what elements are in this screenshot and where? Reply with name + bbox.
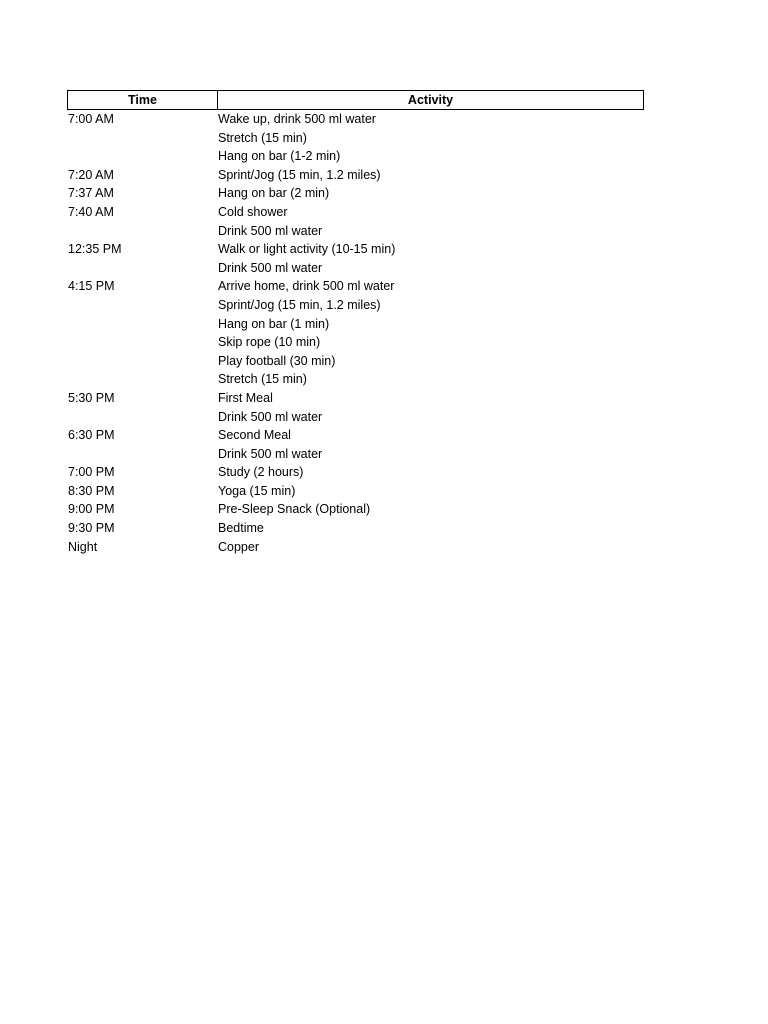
table-row	[67, 333, 644, 352]
time-cell: Night	[68, 539, 98, 554]
activity-cell: Hang on bar (1-2 min)	[218, 149, 341, 164]
activity-cell: Stretch (15 min)	[218, 372, 307, 387]
activity-cell: Drink 500 ml water	[218, 223, 323, 238]
table-row	[67, 315, 644, 334]
table-row	[67, 370, 644, 389]
table-row	[67, 222, 644, 241]
time-cell	[67, 222, 217, 241]
activity-cell: Wake up, drink 500 ml water	[218, 112, 376, 126]
table-row	[67, 538, 644, 557]
time-cell	[67, 333, 217, 352]
activity-cell: Cold shower	[218, 204, 288, 219]
table-row	[67, 110, 644, 129]
time-cell	[67, 296, 217, 315]
table-row	[67, 408, 644, 427]
schedule-table	[67, 90, 644, 556]
time-cell: 9:00 PM	[68, 502, 115, 517]
time-cell: 7:20 AM	[68, 167, 114, 182]
table-row	[67, 259, 644, 278]
time-cell	[67, 370, 217, 389]
column-header-activity: Activity	[407, 93, 454, 107]
time-cell: 7:40 AM	[68, 204, 114, 219]
activity-cell: Drink 500 ml water	[218, 446, 323, 461]
table-row	[67, 463, 644, 482]
activity-cell: Play football (30 min)	[218, 353, 336, 368]
table-body	[67, 110, 644, 556]
table-row	[67, 389, 644, 408]
activity-cell: Arrive home, drink 500 ml water	[218, 279, 395, 294]
activity-cell: Walk or light activity (10-15 min)	[218, 242, 396, 257]
activity-cell: Study (2 hours)	[218, 465, 304, 480]
activity-cell: Copper	[218, 539, 259, 554]
activity-cell: First Meal	[218, 390, 273, 405]
table-row	[67, 129, 644, 148]
time-cell	[67, 259, 217, 278]
activity-cell: Bedtime	[218, 521, 264, 536]
time-cell: 12:35 PM	[68, 242, 122, 257]
activity-cell: Drink 500 ml water	[218, 260, 323, 275]
activity-cell: Drink 500 ml water	[218, 409, 323, 424]
time-cell: 7:00 PM	[68, 465, 115, 480]
time-cell	[67, 445, 217, 464]
table-row	[67, 519, 644, 538]
time-cell	[67, 315, 217, 334]
activity-cell: Yoga (15 min)	[218, 483, 296, 498]
column-header-time: Time	[68, 91, 218, 109]
time-cell: 5:30 PM	[68, 390, 115, 405]
time-cell	[67, 129, 217, 148]
table-row	[67, 445, 644, 464]
activity-cell: Sprint/Jog (15 min, 1.2 miles)	[218, 297, 381, 312]
activity-cell: Skip rope (10 min)	[218, 335, 321, 350]
activity-cell: Hang on bar (2 min)	[218, 186, 330, 201]
activity-cell: Stretch (15 min)	[218, 130, 307, 145]
time-cell: 6:30 PM	[68, 428, 115, 443]
table-row	[67, 147, 644, 166]
activity-cell: Sprint/Jog (15 min, 1.2 miles)	[218, 167, 381, 182]
table-row	[67, 277, 644, 296]
table-row	[67, 426, 644, 445]
time-cell	[67, 408, 217, 427]
table-header-row	[67, 90, 644, 110]
time-cell: 8:30 PM	[68, 483, 115, 498]
table-row	[67, 203, 644, 222]
time-cell	[67, 147, 217, 166]
activity-cell: Second Meal	[218, 428, 291, 443]
table-row	[67, 352, 644, 371]
time-cell: 7:37 AM	[68, 186, 114, 201]
table-row	[67, 184, 644, 203]
table-row	[67, 500, 644, 519]
time-cell: 7:00 AM	[68, 112, 114, 126]
table-row	[67, 296, 644, 315]
table-row	[67, 240, 644, 259]
time-cell: 9:30 PM	[68, 521, 115, 536]
time-cell: 4:15 PM	[68, 279, 115, 294]
table-row	[67, 166, 644, 185]
activity-cell: Hang on bar (1 min)	[218, 316, 330, 331]
activity-cell: Pre-Sleep Snack (Optional)	[218, 502, 371, 517]
time-cell	[67, 352, 217, 371]
table-row	[67, 482, 644, 501]
